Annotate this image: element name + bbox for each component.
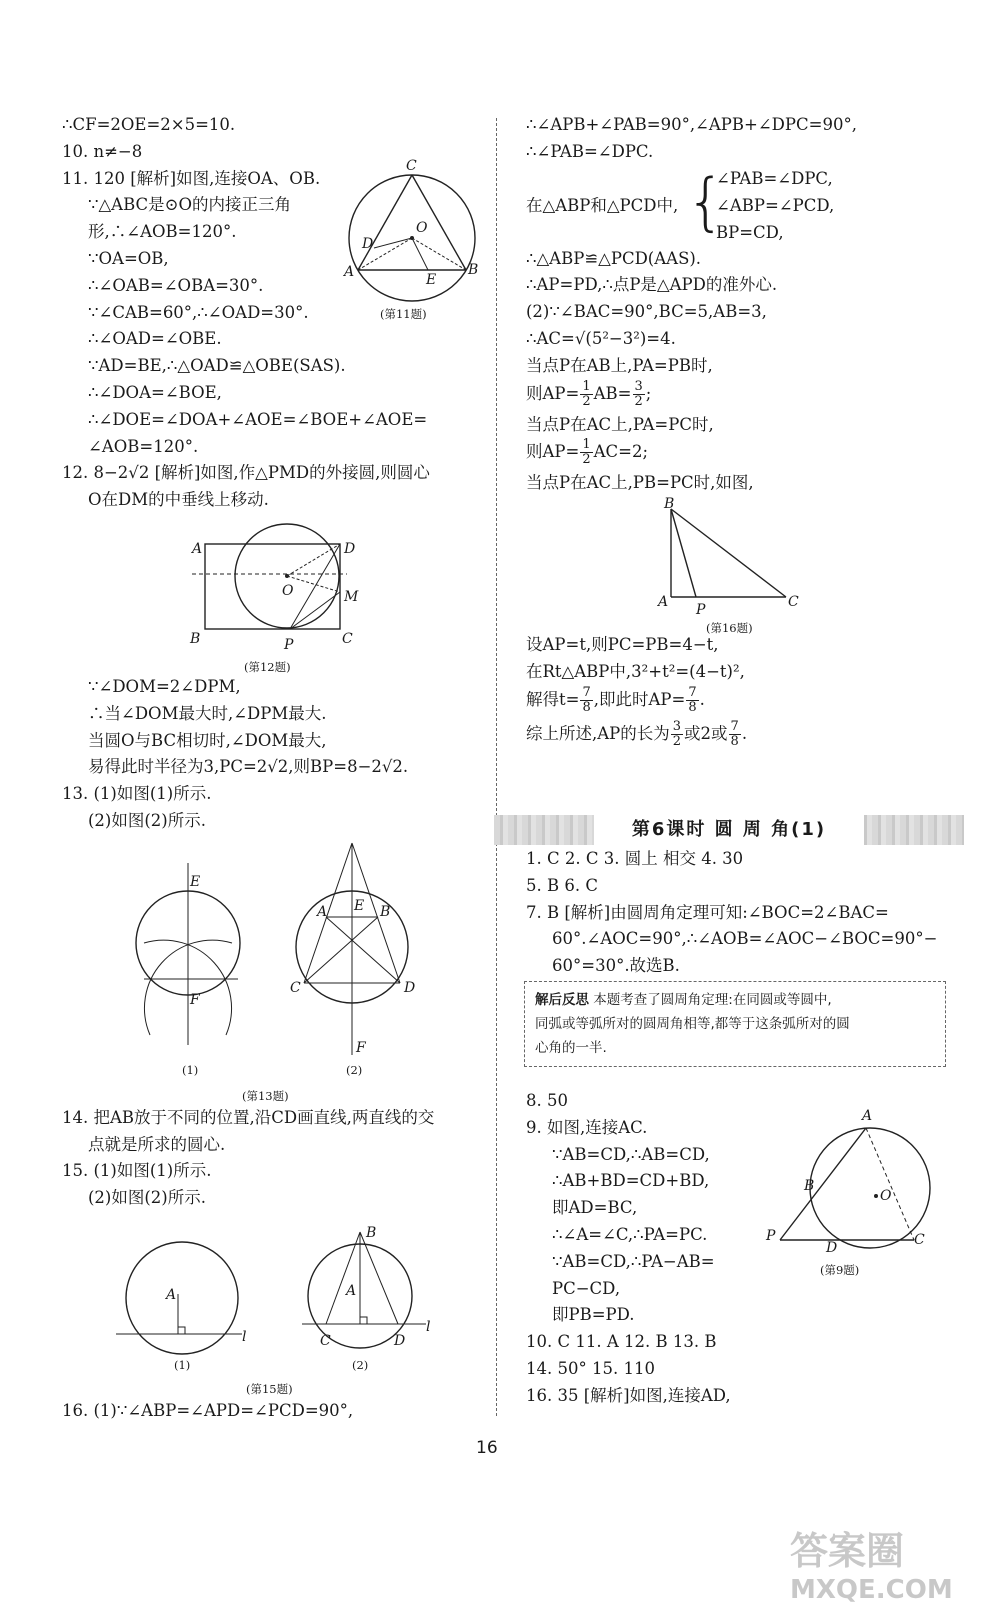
text-line: 当点P在AB上,PA=PB时,	[526, 355, 713, 375]
fraction	[580, 438, 592, 467]
text-line: BP=CD,	[716, 222, 784, 242]
numerator: 7	[582, 684, 591, 700]
label-o: O	[282, 582, 294, 599]
label-o: O	[416, 220, 428, 236]
answer-8: 8. 50	[526, 1091, 568, 1110]
text-piece: ;	[645, 383, 652, 403]
label-a: A	[658, 594, 669, 611]
text-line	[526, 720, 966, 754]
text-line: ∴∠DOA=∠BOE,	[88, 382, 222, 402]
answer-10: 10. n≠−8	[62, 141, 143, 161]
label-c: C	[914, 1232, 925, 1248]
label-p: P	[284, 636, 294, 653]
section-banner	[494, 815, 964, 845]
denominator: 8	[688, 699, 697, 715]
text-line: PC−CD,	[552, 1278, 621, 1298]
text-line: O在DM的中垂线上移动.	[88, 490, 269, 510]
answer-7: 7. B [解析]由圆周角定理可知:∠BOC=2∠BAC=	[526, 902, 889, 922]
denominator: 2	[582, 393, 591, 409]
answer-11: 11. 120 [解析]如图,连接OA、OB.	[62, 168, 321, 188]
text-line: ∴当∠DOM最大时,∠DPM最大.	[88, 703, 327, 723]
note-line: 心角的一半.	[535, 1040, 607, 1056]
text-line: ∵∠DOM=2∠DPM,	[88, 676, 241, 696]
text-line: 点就是所求的圆心.	[88, 1134, 226, 1154]
text-line: 当点P在AC上,PA=PC时,	[526, 414, 714, 434]
text-line: 60°=30°.故选B.	[552, 956, 680, 976]
numerator: 3	[634, 378, 643, 394]
answers-5-6: 5. B 6. C	[526, 875, 598, 895]
label-b: B	[366, 1224, 377, 1241]
label-b: B	[190, 630, 201, 647]
label-l: l	[426, 1318, 431, 1335]
figure-16	[526, 496, 966, 636]
text-line: ∴∠PAB=∠DPC.	[526, 141, 654, 161]
denominator: 8	[730, 733, 739, 749]
answers-1-4: 1. C 2. C 3. 圆上 相交 4. 30	[526, 849, 744, 868]
denominator: 2	[672, 733, 682, 749]
note-line	[535, 988, 935, 1012]
text-line: ∵∠CAB=60°,∴∠OAD=30°.	[88, 302, 309, 322]
watermark-url: MXQE.COM	[790, 1575, 953, 1605]
watermark	[790, 1520, 953, 1605]
text-line: ∴AB+BD=CD+BD,	[552, 1171, 710, 1191]
text-line: 在Rt△ABP中,3²+t²=(4−t)²,	[526, 661, 745, 681]
label-a: A	[192, 540, 203, 557]
text-line: 当点P在AC上,PB=PC时,如图,	[526, 473, 754, 493]
fraction	[729, 720, 741, 749]
caption-9: (第9题)	[820, 1263, 860, 1277]
numerator: 3	[672, 718, 682, 734]
text-line: 当圆O与BC相切时,∠DOM最大,	[88, 730, 327, 750]
numerator: 1	[582, 437, 591, 453]
note-title: 解后反思	[535, 992, 589, 1008]
label-d: D	[404, 979, 416, 996]
label-c: C	[406, 158, 417, 174]
text-line: ∠ABP=∠PCD,	[716, 195, 835, 215]
text-piece: .	[699, 689, 705, 709]
answers-14-15: 14. 50° 15. 110	[526, 1358, 655, 1378]
label-b: B	[380, 903, 391, 920]
section-title: 第6课时 圆 周 角(1)	[594, 815, 864, 845]
figure-16-drawing	[526, 497, 966, 632]
reflection-note	[524, 981, 946, 1067]
label-c: C	[320, 1332, 331, 1349]
text-line: ∵AB=CD,∴AB=CD,	[552, 1144, 710, 1164]
right-column	[526, 112, 966, 754]
answer-9: 9. 如图,连接AC.	[526, 1117, 648, 1137]
text-line: 易得此时半径为3,PC=2√2,则BP=8−2√2.	[88, 757, 409, 777]
watermark-logo: 答案圈	[790, 1529, 905, 1573]
text-line: ∵AD=BE,∴△OAD≌△OBE(SAS).	[88, 356, 346, 376]
label-p: P	[766, 1228, 776, 1244]
figure-13-drawing	[62, 835, 487, 1105]
text-line: (2)如图(2)所示.	[88, 1188, 206, 1208]
caption-11: (第11题)	[380, 307, 427, 321]
answer-15: 15. (1)如图(1)所示.	[62, 1161, 212, 1181]
label-e: E	[354, 897, 365, 914]
figure-15	[62, 1212, 487, 1398]
label-c: C	[788, 594, 799, 611]
text-piece: 综上所述,AP的长为	[526, 723, 670, 743]
caption-13-1: (1)	[182, 1062, 199, 1077]
label-m: M	[344, 588, 359, 605]
label-b: B	[468, 262, 479, 278]
text-line: ∵OA=OB,	[88, 248, 169, 268]
page-number: 16	[476, 1438, 498, 1458]
text-piece: .	[741, 723, 748, 743]
fraction	[686, 686, 698, 715]
column-divider	[496, 118, 497, 1416]
answer-14: 14. 把AB放于不同的位置,沿CD画直线,两直线的交	[62, 1107, 435, 1127]
figure-9	[762, 1108, 962, 1277]
numerator: 7	[688, 684, 697, 700]
text-piece: AC=2;	[593, 442, 649, 462]
caption-12: (第12题)	[244, 659, 291, 674]
label-c: C	[290, 979, 301, 996]
caption-15: (第15题)	[246, 1381, 293, 1396]
text-line: ∴△ABP≌△PCD(AAS).	[526, 248, 702, 268]
text-line	[526, 686, 966, 720]
label-a: A	[166, 1286, 177, 1303]
text-line: (2)∵∠BAC=90°,BC=5,AB=3,	[526, 302, 767, 322]
caption-13-2: (2)	[346, 1062, 363, 1077]
figure-12	[62, 514, 487, 674]
caption-16: (第16题)	[706, 621, 753, 636]
label-d: D	[394, 1332, 406, 1349]
text-line: ∴∠APB+∠PAB=90°,∠APB+∠DPC=90°,	[526, 115, 857, 134]
denominator: 8	[582, 699, 591, 715]
text-line	[526, 166, 966, 246]
text-line: ∴∠DOE=∠DOA+∠AOE=∠BOE+∠AOE=	[88, 409, 428, 429]
denominator: 2	[582, 452, 591, 468]
caption-13: (第13题)	[242, 1088, 289, 1103]
label-e: E	[190, 873, 201, 890]
label-d: D	[826, 1240, 838, 1256]
fraction	[671, 720, 683, 749]
label-a: A	[344, 264, 355, 280]
label-b: B	[804, 1178, 815, 1194]
text-piece: ,即此时AP=	[593, 689, 686, 709]
label-f: F	[190, 991, 200, 1008]
fraction	[580, 686, 592, 715]
label-a: A	[346, 1282, 357, 1299]
answer-12: 12. 8−2√2 [解析]如图,作△PMD的外接圆,则圆心	[62, 463, 430, 483]
fraction	[633, 380, 645, 409]
text-line: ∴CF=2OE=2×5=10.	[62, 115, 236, 134]
figure-15-drawing	[62, 1212, 487, 1398]
figure-9-drawing	[762, 1116, 962, 1276]
text-line: 60°.∠AOC=90°,∴∠AOB=∠AOC−∠BOC=90°−	[552, 929, 938, 949]
label-c: C	[342, 630, 353, 647]
figure-11	[340, 158, 490, 328]
answer-16: 16. 35 [解析]如图,连接AD,	[526, 1385, 731, 1405]
right-column-lower	[526, 846, 966, 980]
answer-13: 13. (1)如图(1)所示.	[62, 784, 212, 804]
text-line: 即PB=PD.	[552, 1305, 635, 1325]
fraction	[580, 380, 592, 409]
text-line: ∴∠A=∠C,∴PA=PC.	[552, 1224, 708, 1244]
note-text: 本题考查了圆周角定理:在同圆或等圆中,	[593, 992, 832, 1008]
label-a: A	[317, 903, 328, 920]
caption-15-2: (2)	[352, 1357, 369, 1372]
text-line: 形,∴∠AOB=120°.	[88, 222, 237, 242]
brace: {	[686, 164, 726, 238]
text-line: ∴AC=√(5²−3²)=4.	[526, 328, 676, 348]
caption-15-1: (1)	[174, 1357, 191, 1372]
denominator: 2	[634, 393, 643, 409]
label-a: A	[862, 1108, 873, 1124]
text-piece: AB=	[593, 383, 632, 403]
text-line: ∠AOB=120°.	[88, 436, 199, 456]
text-line: ∵AB=CD,∴PA−AB=	[552, 1251, 715, 1271]
numerator: 7	[730, 718, 739, 734]
label-b: B	[664, 496, 675, 513]
text-line	[526, 438, 966, 470]
answers-10-13: 10. C 11. A 12. B 13. B	[526, 1332, 717, 1352]
text-line: 即AD=BC,	[552, 1198, 638, 1218]
label-d: D	[362, 236, 374, 252]
text-line: ∴AP=PD,∴点P是△APD的准外心.	[526, 275, 778, 295]
text-line: ∠PAB=∠DPC,	[716, 168, 833, 188]
text-line	[526, 380, 966, 412]
text-piece: 解得t=	[526, 689, 580, 709]
label-p: P	[696, 602, 706, 619]
label-l: l	[242, 1328, 247, 1345]
label-e: E	[426, 272, 437, 288]
text-line: (2)如图(2)所示.	[88, 810, 206, 830]
text-line: 在△ABP和△PCD中,	[526, 195, 679, 215]
figure-12-drawing	[62, 514, 487, 674]
text-line: 设AP=t,则PC=PB=4−t,	[526, 635, 719, 655]
label-o: O	[880, 1188, 892, 1204]
text-line: ∵△ABC是⊙O的内接正三角	[88, 195, 292, 215]
numerator: 1	[582, 378, 591, 394]
answer-16: 16. (1)∵∠ABP=∠APD=∠PCD=90°,	[62, 1400, 354, 1420]
label-d: D	[344, 540, 356, 557]
label-f: F	[356, 1039, 366, 1056]
text-piece: 则AP=	[526, 442, 580, 462]
text-line: ∴∠OAB=∠OBA=30°.	[88, 275, 264, 295]
text-piece: 或2或	[684, 723, 728, 743]
text-line: ∴∠OAD=∠OBE.	[88, 329, 222, 349]
note-line: 同弧或等弧所对的圆周角相等,都等于这条弧所对的圆	[535, 1016, 850, 1032]
figure-13	[62, 835, 487, 1105]
text-piece: 则AP=	[526, 383, 580, 403]
